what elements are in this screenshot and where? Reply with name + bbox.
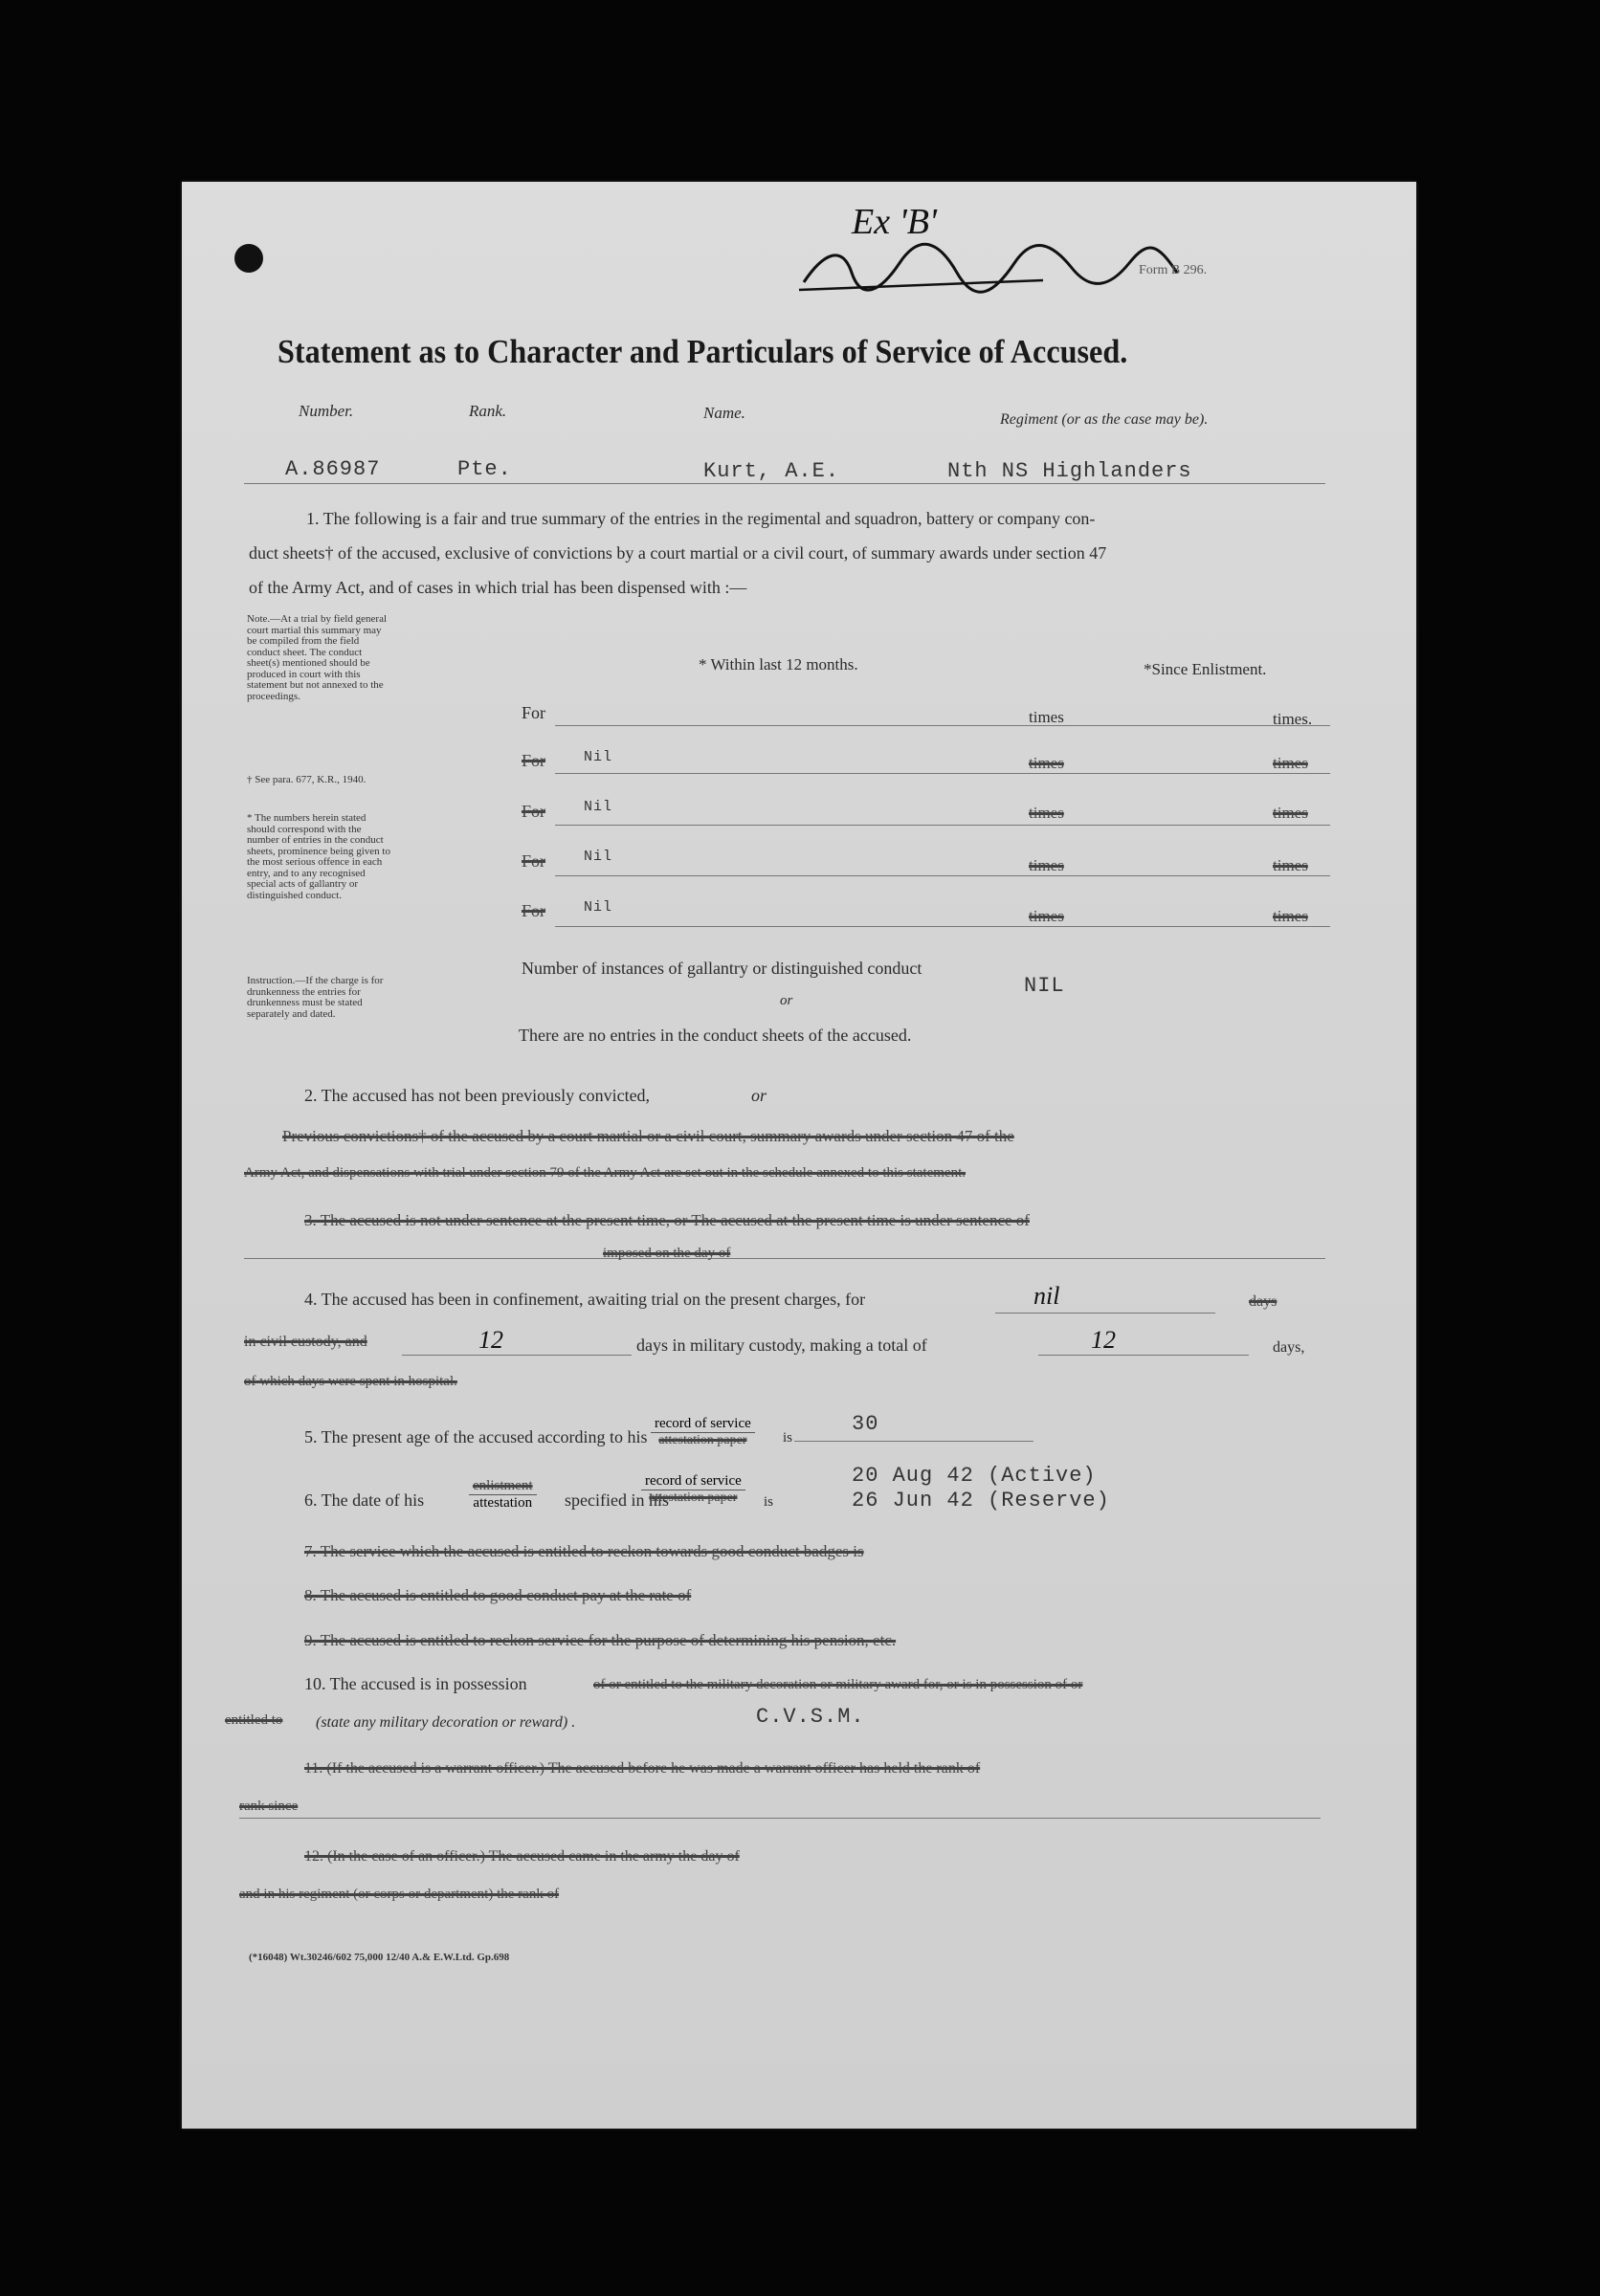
- struck-times-1a: times: [1029, 754, 1064, 772]
- para6-date-reserve: 26 Jun 42 (Reserve): [852, 1489, 1110, 1512]
- gallantry-value: NIL: [1024, 974, 1065, 998]
- para4-military-value: 12: [478, 1326, 503, 1354]
- no-entries-text: There are no entries in the conduct sheets of the accused.: [519, 1026, 912, 1045]
- para11-struck1: 11. (If the accused is a warrant officer.) The accused before he was made a warrant officer has held the rank of: [304, 1760, 981, 1777]
- para1-line2: duct sheets† of the accused, exclusive of convictions by a court martial or a civil court, of summary awards under section 47: [249, 543, 1107, 563]
- accused-name: Kurt, A.E.: [703, 459, 840, 483]
- para2-struck1: Previous convictions† of the accused by a court martial or a civil court, summary awards under section 47 of the: [282, 1127, 1014, 1145]
- para10-state: (state any military decoration or reward) .: [316, 1714, 576, 1731]
- para6-specified: specified in his: [565, 1490, 669, 1510]
- exhibit-mark: Ex 'B': [852, 202, 938, 242]
- para2-struck2: Army Act, and dispensations with trial under section 79 of the Army Act are set out in the schedule annexed to this statement.: [244, 1165, 966, 1181]
- para9-struck: 9. The accused is entitled to reckon service for the purpose of determining his pension, etc.: [304, 1631, 897, 1649]
- side-note-instruction: Instruction.—If the charge is for drunkenness the entries for drunkenness must be stated separately and dated.: [247, 975, 384, 1020]
- struck-times-3a: times: [1029, 856, 1064, 874]
- para1-line1: 1. The following is a fair and true summary of the entries in the regimental and squadron, battery or company con-: [306, 509, 1096, 528]
- para6-is: is: [764, 1494, 774, 1510]
- para6-text: 6. The date of his: [304, 1490, 425, 1510]
- para5-frac-top: record of service: [651, 1416, 755, 1433]
- para6-fraction-2: [641, 1473, 745, 1506]
- form-number: Form B 296.: [1139, 263, 1208, 277]
- para4-civil-value: nil: [1033, 1282, 1060, 1310]
- para3-struck2: imposed on the day of: [603, 1246, 731, 1261]
- para6-frac1-bottom: attestation: [473, 1495, 533, 1511]
- para4-days-end: days,: [1273, 1339, 1305, 1356]
- para10-struck: of or entitled to the military decoration or military award for, or is in possession of or: [593, 1677, 1083, 1692]
- struck-for-3: For: [522, 851, 546, 871]
- para6-frac2-bottom: attestation paper: [649, 1490, 738, 1505]
- accused-regiment: Nth NS Highlanders: [947, 459, 1192, 483]
- nil-1: Nil: [584, 749, 613, 765]
- para6-frac1-top: enlistment: [469, 1478, 537, 1495]
- printer-imprint: (*16048) Wt.30246/602 75,000 12/40 A.& E.W.Ltd. Gp.698: [249, 1952, 510, 1963]
- rank-label: Rank.: [469, 402, 507, 420]
- para7-struck: 7. The service which the accused is entitled to reckon towards good conduct badges is: [304, 1542, 864, 1560]
- para5-frac-bottom: attestation paper: [658, 1433, 747, 1447]
- struck-times-1b: times: [1273, 754, 1308, 772]
- side-note-numbers: * The numbers herein stated should correspond with the number of entries in the conduct sheets, prominence being given to the most serious offence in each entry, and to any recognised special acts of gallantry or distinguished conduct.: [247, 812, 390, 901]
- para6-frac2-top: record of service: [641, 1473, 745, 1490]
- accused-rank: Pte.: [457, 457, 512, 481]
- name-label: Name.: [703, 404, 745, 422]
- struck-for-4: For: [522, 901, 546, 920]
- accused-number: A.86987: [285, 457, 381, 481]
- struck-times-4a: times: [1029, 907, 1064, 925]
- para5-age-value: 30: [852, 1412, 879, 1436]
- para11-struck2: rank since: [239, 1799, 299, 1814]
- row-times-2: times.: [1273, 710, 1313, 728]
- row-times-1: times: [1029, 708, 1064, 726]
- punch-hole: [234, 244, 263, 273]
- nil-3: Nil: [584, 849, 613, 865]
- para2-or: or: [751, 1086, 767, 1105]
- struck-for-2: For: [522, 802, 546, 821]
- side-note-see-para: † See para. 677, K.R., 1940.: [247, 774, 367, 785]
- form-sheet: [182, 182, 1416, 2129]
- col-since-enlistment: *Since Enlistment.: [1144, 660, 1267, 678]
- para5-is: is: [783, 1430, 793, 1446]
- para5-text: 5. The present age of the accused according to his: [304, 1427, 648, 1446]
- para6-fraction-1: [469, 1478, 537, 1512]
- handwritten-signature: [794, 234, 1196, 301]
- para4-hospital: of which days were spent in hospital.: [244, 1374, 457, 1389]
- gallantry-or: or: [780, 993, 793, 1008]
- para4-military-text: days in military custody, making a total of: [636, 1336, 927, 1355]
- side-note: Note.—At a trial by field general court martial this summary may be compiled from the field conduct sheet. The conduct sheet(s) mentioned should be produced in court with this statement but not annexed to the proceedings.: [247, 613, 388, 702]
- form-title: Statement as to Character and Particulars of Service of Accused.: [278, 333, 1128, 370]
- para8-struck: 8. The accused is entitled to good conduct pay at the rate of: [304, 1586, 692, 1604]
- regiment-label: Regiment (or as the case may be).: [1000, 411, 1209, 428]
- number-label: Number.: [299, 402, 354, 420]
- para10-text: 10. The accused is in possession: [304, 1674, 527, 1693]
- para3-struck1: 3. The accused is not under sentence at the present time, or The accused at the present time is under sentence of: [304, 1211, 1030, 1229]
- para4-civil-custody: in civil custody, and: [244, 1334, 367, 1350]
- col-last-12-months: * Within last 12 months.: [699, 655, 858, 673]
- nil-2: Nil: [584, 799, 613, 815]
- struck-times-3b: times: [1273, 856, 1308, 874]
- para1-line3: of the Army Act, and of cases in which trial has been dispensed with :—: [249, 578, 747, 597]
- struck-for-1: For: [522, 751, 546, 770]
- row-for-label: For: [522, 703, 546, 722]
- para4-days-label: days: [1249, 1293, 1278, 1310]
- para4-total-value: 12: [1091, 1326, 1116, 1354]
- para5-fraction: [651, 1416, 755, 1448]
- para12-struck2: and in his regiment (or corps or department) the rank of: [239, 1887, 560, 1902]
- struck-times-4b: times: [1273, 907, 1308, 925]
- para2-text: 2. The accused has not been previously convicted,: [304, 1086, 651, 1105]
- para6-date-active: 20 Aug 42 (Active): [852, 1464, 1097, 1488]
- nil-4: Nil: [584, 899, 613, 916]
- para4-text: 4. The accused has been in confinement, awaiting trial on the present charges, for: [304, 1290, 866, 1309]
- para10-decoration-value: C.V.S.M.: [756, 1705, 865, 1729]
- struck-times-2a: times: [1029, 804, 1064, 822]
- struck-times-2b: times: [1273, 804, 1308, 822]
- para10-entitled: entitled to: [225, 1712, 283, 1728]
- para12-struck1: 12. (In the case of an officer.) The accused came in the army the day of: [304, 1848, 740, 1865]
- gallantry-label: Number of instances of gallantry or distinguished conduct: [522, 959, 922, 978]
